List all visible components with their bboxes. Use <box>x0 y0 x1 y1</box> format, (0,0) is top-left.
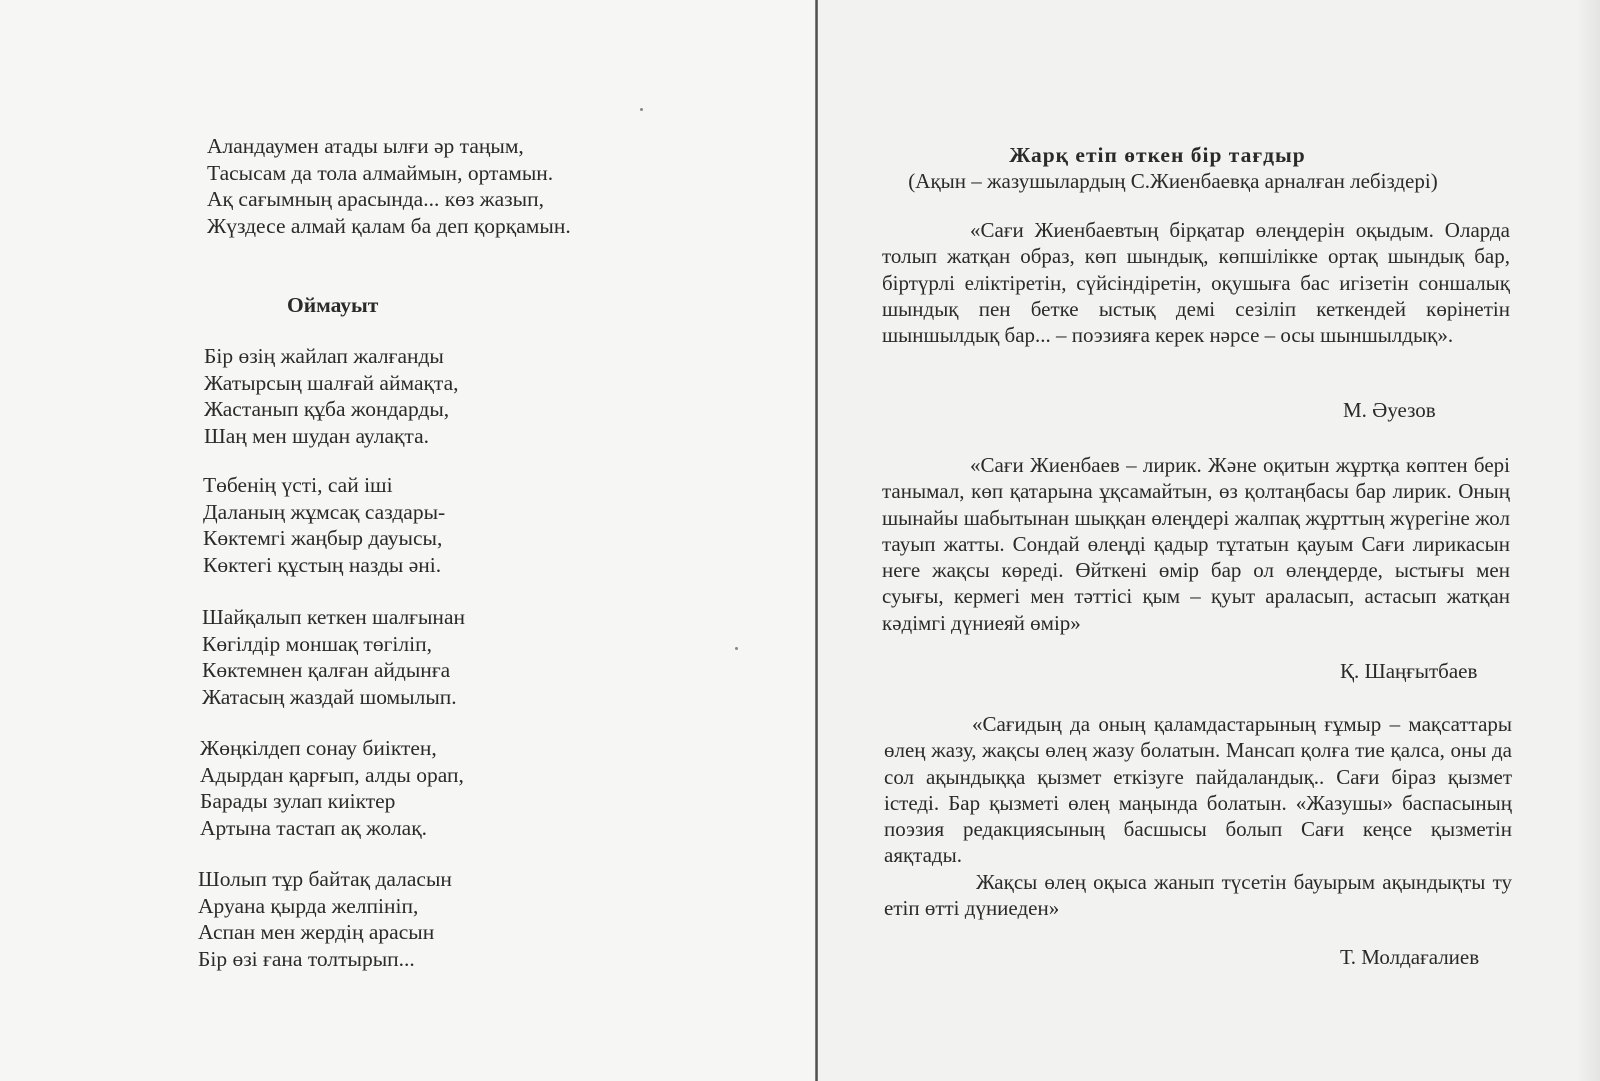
verse-line: Шайқалып кеткен шалғынан <box>202 605 465 629</box>
verse-line: Көгілдір моншақ төгіліп, <box>202 631 432 656</box>
verse-line: Жастанып құба жондарды, <box>204 397 450 421</box>
article-title: Жарқ етіп өткен бір тағдыр <box>1009 143 1306 167</box>
quote-author: Қ. Шаңғытбаев <box>1340 659 1478 683</box>
poem-stanza <box>198 866 452 972</box>
quote-author: М. Әуезов <box>1343 398 1436 422</box>
verse-line: Көктемнен қалған айдынға <box>202 658 451 682</box>
scan-speck <box>640 108 643 111</box>
article-subtitle: (Ақын – жазушылардың С.Жиенбаевқа арналған лебіздері) <box>908 169 1438 193</box>
verse-line: Жатасың жаздай шомылып. <box>202 684 457 709</box>
verse-line: Көктегі құстың назды әні. <box>203 552 442 577</box>
scan-speck <box>735 647 738 650</box>
verse-line: Аспан мен жердің арасын <box>198 920 435 944</box>
opening-stanza <box>207 133 571 239</box>
verse-line: Адырдан қарғып, алды орап, <box>200 762 464 787</box>
quote-paragraph: «Сағи Жиенбаевтың бірқатар өлеңдерін оқыдым. Оларда толып жатқан образ, көп шындық, көпшілікке ортақ шындық бар, біртүрлі еліктіретін, сүйсіндіретін, оқушыға бас игізетін соншалық шындық пен бетке ыстық демі сезіліп кеткендей көрінетін шыншылдық бар... – поэзияға керек нәрсе – осы шыншылдық». <box>882 218 1510 348</box>
poem-stanza <box>202 604 465 710</box>
quote-paragraph: Жақсы өлең оқыса жанып түсетін бауырым ақындықты ту етіп өтті дүниеден» <box>884 869 1512 921</box>
verse-line: Тасысам да тола алмаймын, ортамын. <box>207 160 554 185</box>
poem-stanza <box>200 735 464 841</box>
quote-paragraph: «Сағи Жиенбаев – лирик. Және оқитын жұртқа көптен бері танымал, көп қатарына ұқсамайтын, өз қолтаңбасы бар лирик. Оның шынайы шабытынан шыққан өлеңдері жалпақ жұрттың жүрегіне жол тауып жатты. Сондай өлеңді қадыр тұтатын қауым Сағи лирикасын неге жақсы көреді. Өйткені өмір бар ол өлеңдерде, ыстығы мен суығы, кермегі мен тәттісі қым – қуыт араласып, астасып жатқан кәдімгі дүниеяй өмір» <box>882 453 1510 635</box>
verse-line: Жүздесе алмай қалам ба деп қорқамын. <box>207 213 571 238</box>
verse-line: Бір өзің жайлап жалғанды <box>204 344 444 368</box>
verse-line: Шолып тұр байтақ даласын <box>198 867 452 891</box>
verse-line: Аруана қырда желпініп, <box>198 893 419 918</box>
poem-stanza <box>204 343 459 449</box>
verse-line: Барады зулап киіктер <box>200 789 396 813</box>
verse-line: Артына тастап ақ жолақ. <box>200 815 428 840</box>
verse-line: Бір өзі ғана толтырып... <box>198 946 415 971</box>
quote-block <box>882 217 1510 348</box>
verse-line: Ақ сағымның арасында... көз жазып, <box>207 187 544 211</box>
quote-author: Т. Молдағалиев <box>1340 945 1480 969</box>
verse-line: Төбенің үсті, сай іші <box>203 473 393 497</box>
quote-block <box>882 452 1510 636</box>
verse-line: Аландаумен атады ылғи әр таңым, <box>207 134 524 158</box>
poem-title: Оймауыт <box>287 293 379 317</box>
quote-paragraph: «Сағидың да оның қаламдастарының ғұмыр – мақсаттары өлең жазу, жақсы өлең жазу болатын. Мансап қолға тие қалса, оны да сол ақындыққа қызмет еткізуге пайдаландық.. Сағи біраз қызмет істеді. Бар қызметі өлең маңында болатын. «Жазушы» баспасының поэзия редакциясының басшысы болып Сағи кеңсе қызметін аяқтады. <box>884 712 1512 868</box>
verse-line: Шаң мен шудан аулақта. <box>204 423 430 448</box>
verse-line: Жөңкілдеп сонау биіктен, <box>200 736 437 760</box>
verse-line: Жатырсың шалғай аймақта, <box>204 370 459 395</box>
quote-block <box>884 711 1512 921</box>
verse-line: Даланың жұмсақ саздары- <box>203 499 446 524</box>
verse-line: Көктемгі жаңбыр дауысы, <box>203 526 443 550</box>
poem-stanza <box>203 472 445 578</box>
